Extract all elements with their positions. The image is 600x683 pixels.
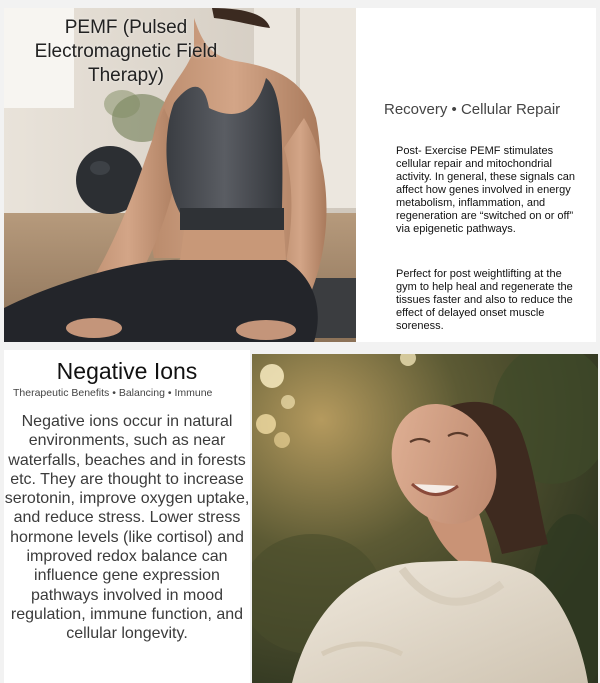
pemf-paragraph-2: Perfect for post weightlifting at the gym to help heal and regenerate the tissues faster and also to reduce the effect of delayed onset muscle soreness. xyxy=(396,268,573,332)
negative-ions-panel xyxy=(4,350,250,683)
pemf-subtitle: Recovery • Cellular Repair xyxy=(384,101,561,118)
pemf-title: PEMF (Pulsed Electromagnetic Field Therapy) xyxy=(34,17,218,86)
pemf-photo-panel xyxy=(4,8,356,342)
negative-ions-body: Negative ions occur in natural environments, such as near waterfalls, beaches and in forests etc. They are thought to increase serotonin, improve oxygen uptake, and reduce stress. Lower stress hormone levels (like cortisol) and improved redox balance can influence gene expression pathways involved in mood regulation, immune function, and cellular longevity. xyxy=(4,413,250,643)
smiling-woman-photo xyxy=(252,354,598,683)
negative-ions-tags: Therapeutic Benefits • Balancing • Immune xyxy=(13,387,213,399)
pemf-description-panel xyxy=(356,8,596,342)
pemf-paragraph-1: Post- Exercise PEMF stimulates cellular repair and mitochondrial activity. In general, these signals can affect how genes involved in energy metabolism, inflammation, and regeneration are “switched on or off” via epigenetic pathways. xyxy=(396,145,575,235)
negative-ions-title: Negative Ions xyxy=(56,358,198,384)
smiling-woman-panel xyxy=(252,354,598,683)
